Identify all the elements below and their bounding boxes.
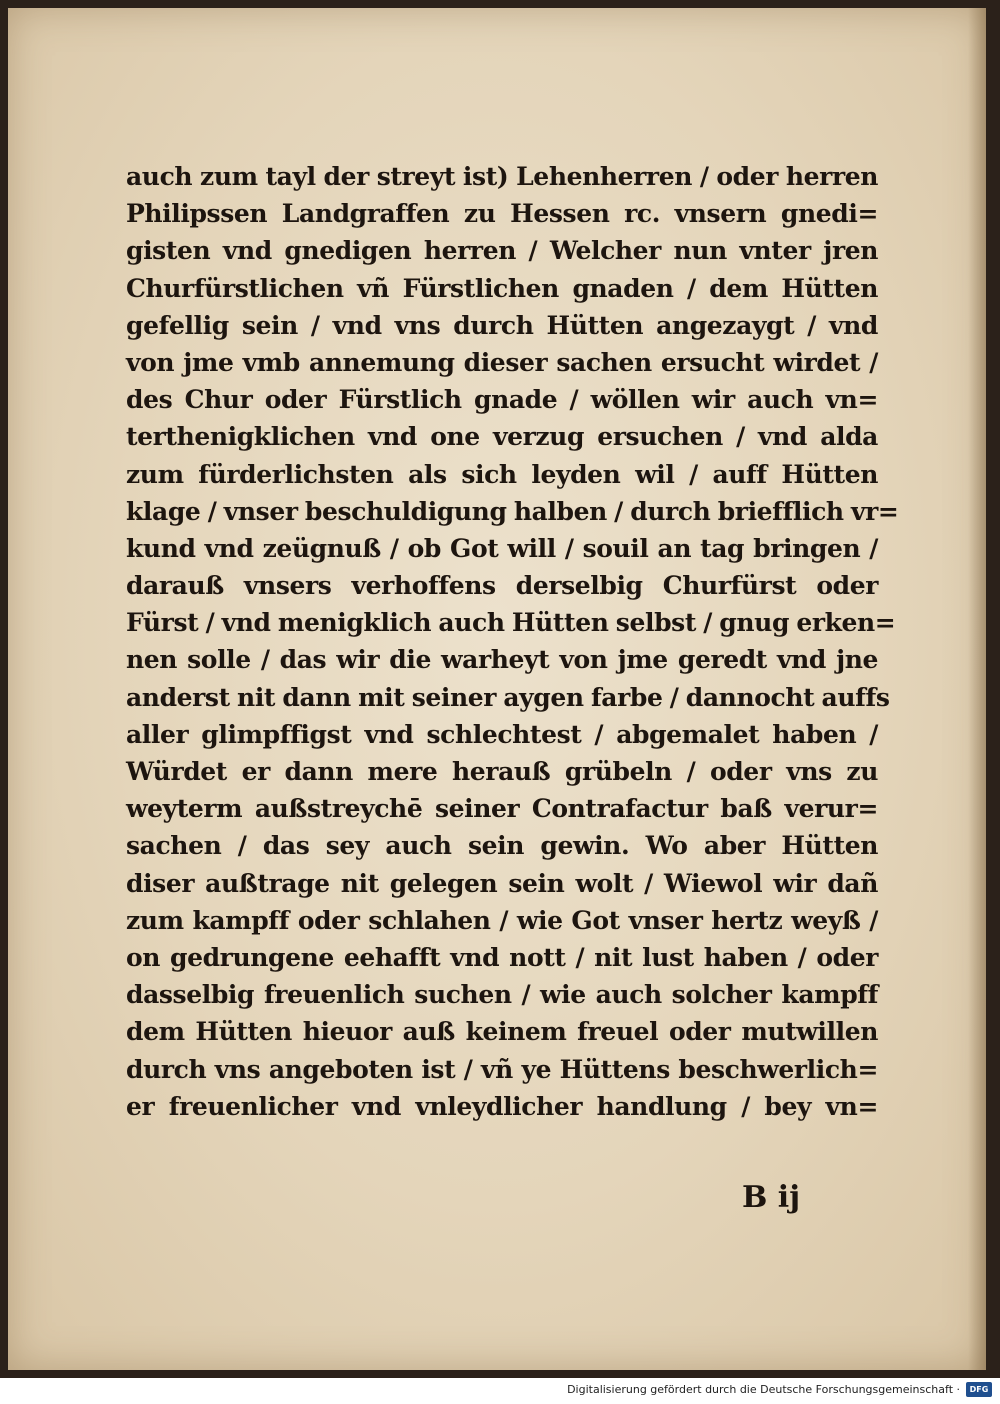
text-line: Churfürstlichen vñ Fürstlichen gnaden / dem Hütten	[126, 273, 878, 303]
text-line: er freuenlicher vnd vnleydlicher handlung / bey vn=	[126, 1091, 878, 1121]
text-line: dasselbig freuenlich suchen / wie auch solcher kampff	[126, 980, 878, 1010]
dfg-logo-icon: DFG	[966, 1382, 992, 1397]
text-line: terthenigklichen vnd one verzug ersuchen / vnd alda	[126, 422, 878, 452]
body-text	[126, 158, 899, 1125]
page-edge-shadow	[968, 8, 986, 1370]
text-line: anderst nit dann mit seiner aygen farbe / dannocht auffs	[126, 682, 890, 712]
text-line: on gedrungene eehafft vnd nott / nit lust haben / oder	[126, 942, 878, 972]
text-line: des Chur oder Fürstlich gnade / wöllen wir auch vn=	[126, 385, 878, 415]
footer-bar	[0, 1378, 1000, 1404]
text-line: durch vns angeboten ist / vñ ye Hüttens beschwerlich=	[126, 1054, 878, 1084]
text-line: sachen / das sey auch sein gewin. Wo aber Hütten	[126, 831, 878, 861]
text-line: diser außtrage nit gelegen sein wolt / Wiewol wir dañ	[126, 868, 878, 898]
text-line: kund vnd zeügnuß / ob Got will / souil an tag bringen /	[126, 533, 878, 563]
text-line: Philipssen Landgraffen zu Hessen rc. vnsern gnedi=	[126, 199, 878, 229]
text-line: nen solle / das wir die warheyt von jme geredt vnd jne	[126, 645, 878, 675]
text-line: zum fürderlichsten als sich leyden wil / auff Hütten	[126, 459, 878, 489]
text-line: Fürst / vnd menigklich auch Hütten selbst / gnug erken=	[126, 608, 896, 638]
text-line: auch zum tayl der streyt ist) Lehenherren / oder herren	[126, 162, 878, 191]
text-line: gefellig sein / vnd vns durch Hütten angezaygt / vnd	[126, 310, 878, 340]
text-line: von jme vmb annemung dieser sachen ersucht wirdet /	[126, 347, 878, 377]
book-page	[8, 8, 986, 1370]
text-line: gisten vnd gnedigen herren / Welcher nun vnter jren	[126, 236, 878, 266]
funding-credit: Digitalisierung gefördert durch die Deutsche Forschungsgemeinschaft ·	[567, 1383, 960, 1396]
text-line: dem Hütten hieuor auß keinem freuel oder mutwillen	[126, 1017, 878, 1047]
text-line: klage / vnser beschuldigung halben / durch briefflich vr=	[126, 496, 899, 526]
text-line: aller glimpffigst vnd schlechtest / abgemalet haben /	[126, 719, 878, 749]
text-line: darauß vnsers verhoffens derselbig Churfürst oder	[126, 571, 878, 601]
text-line: Würdet er dann mere herauß grübeln / oder vns zu	[126, 757, 878, 786]
signature-mark: B ij	[742, 1180, 801, 1215]
text-line: zum kampff oder schlahen / wie Got vnser hertz weyß /	[126, 905, 878, 935]
text-line: weyterm außstreychē seiner Contrafactur baß verur=	[126, 794, 878, 824]
